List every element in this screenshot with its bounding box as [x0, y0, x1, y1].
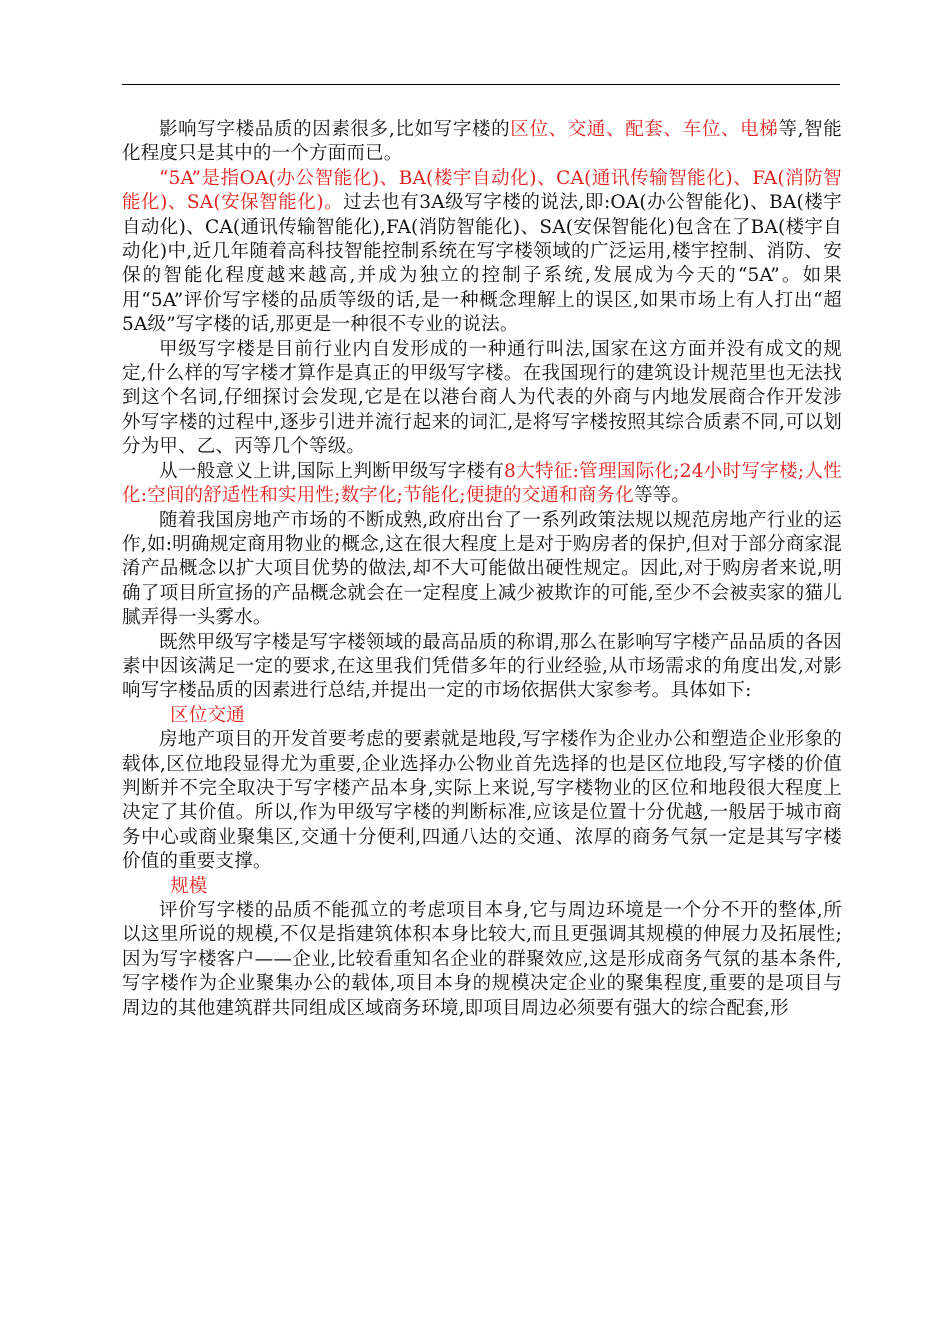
paragraph-features: 从一般意义上讲,国际上判断甲级写字楼有8大特征:管理国际化;24小时写字楼;人性化:空间的舒适性和实用性;数字化;节能化;便捷的交通和商务化等等。	[122, 460, 842, 507]
paragraph-market: 随着我国房地产市场的不断成熟,政府出台了一系列政策法规以规范房地产行业的运作,如:明确规定商用物业的概念,这在很大程度上是对于购房者的保护,但对于部分商家混淆产品概念以扩大项目优势的做法,却不大可能做出硬性规定。因此,对于购房者来说,明确了项目所宣扬的产品概念就会在一定程度上减少被欺诈的可能,至少不会被卖家的猫儿腻弄得一头雾水。	[122, 509, 842, 629]
highlight-8-features: 8大特征:管理国际化;24小时写字楼;人性化:空间的舒适性和实用性;数字化;节能化;便捷的交通和商务化	[122, 460, 842, 507]
section-heading-scale: 规模	[170, 875, 208, 897]
header-rule	[122, 84, 840, 85]
paragraph-location: 房地产项目的开发首要考虑的要素就是地段,写字楼作为企业办公和塑造企业形象的载体,区位地段显得尤为重要,企业选择办公物业首先选择的也是区位地段,写字楼的价值判断并不完全取决于写字楼产品本身,实际上来说,写字楼物业的区位和地段很大程度上决定了其价值。所以,作为甲级写字楼的判断标准,应该是位置十分优越,一般居于城市商务中心或商业聚集区,交通十分便利,四通八达的交通、浓厚的商务气氛一定是其写字楼价值的重要支撑。	[122, 729, 842, 873]
paragraph-intro: 影响写字楼品质的因素很多,比如写字楼的区位、交通、配套、车位、电梯等,智能化程度只是其中的一个方面而已。	[122, 119, 842, 165]
paragraph-5a: “5A”是指OA(办公智能化)、BA(楼宇自动化)、CA(通讯传输智能化)、FA(消防智能化)、SA(安保智能化)。过去也有3A级写字楼的说法,即:OA(办公智能化)、BA(楼宇自动化)、CA(通讯传输智能化),FA(消防智能化)、SA(安保智能化)包含在了BA(楼宇自动化)中,近几年随着高科技智能控制系统在写字楼领域的广泛运用,楼宇控制、消防、安保的智能化程度越来越高,并成为独立的控制子系统,发展成为今天的“5A”。如果用“5A”评价写字楼的品质等级的话,是一种概念理解上的误区,如果市场上有人打出“超5A级”写字楼的话,那更是一种很不专业的说法。	[122, 167, 842, 336]
document-body	[122, 118, 842, 1021]
section-heading-location: 区位交通	[170, 704, 245, 726]
paragraph-scale: 评价写字楼的品质不能孤立的考虑项目本身,它与周边环境是一个分不开的整体,所以这里所说的规模,不仅是指建筑体积本身比较大,而且更强调其规模的伸展力及拓展性;因为写字楼客户——企业,比较看重知名企业的群聚效应,这是形成商务气氛的基本条件,写字楼作为企业聚集办公的载体,项目本身的规模决定企业的聚集程度,重要的是项目与周边的其他建筑群共同组成区域商务环境,即项目周边必须要有强大的综合配套,形	[122, 900, 842, 1019]
highlight-5a-definition: “5A”是指OA(办公智能化)、BA(楼宇自动化)、CA(通讯传输智能化)、FA(消防智能化)、SA(安保智能化)。	[122, 167, 842, 214]
paragraph-summary: 既然甲级写字楼是写字楼领域的最高品质的称谓,那么在影响写字楼产品品质的各因素中因该满足一定的要求,在这里我们凭借多年的行业经验,从市场需求的角度出发,对影响写字楼品质的因素进行总结,并提出一定的市场依据供大家参考。具体如下:	[122, 631, 842, 702]
highlight-factors: 区位、交通、配套、车位、电梯	[510, 119, 779, 140]
paragraph-grade-a: 甲级写字楼是目前行业内自发形成的一种通行叫法,国家在这方面并没有成文的规定,什么样的写字楼才算作是真正的甲级写字楼。在我国现行的建筑设计规范里也无法找到这个名词,仔细探讨会发现,它是在以港台商人为代表的外商与内地发展商合作开发涉外写字楼的过程中,逐步引进并流行起来的词汇,是将写字楼按照其综合质素不同,可以划分为甲、乙、丙等几个等级。	[122, 338, 842, 458]
